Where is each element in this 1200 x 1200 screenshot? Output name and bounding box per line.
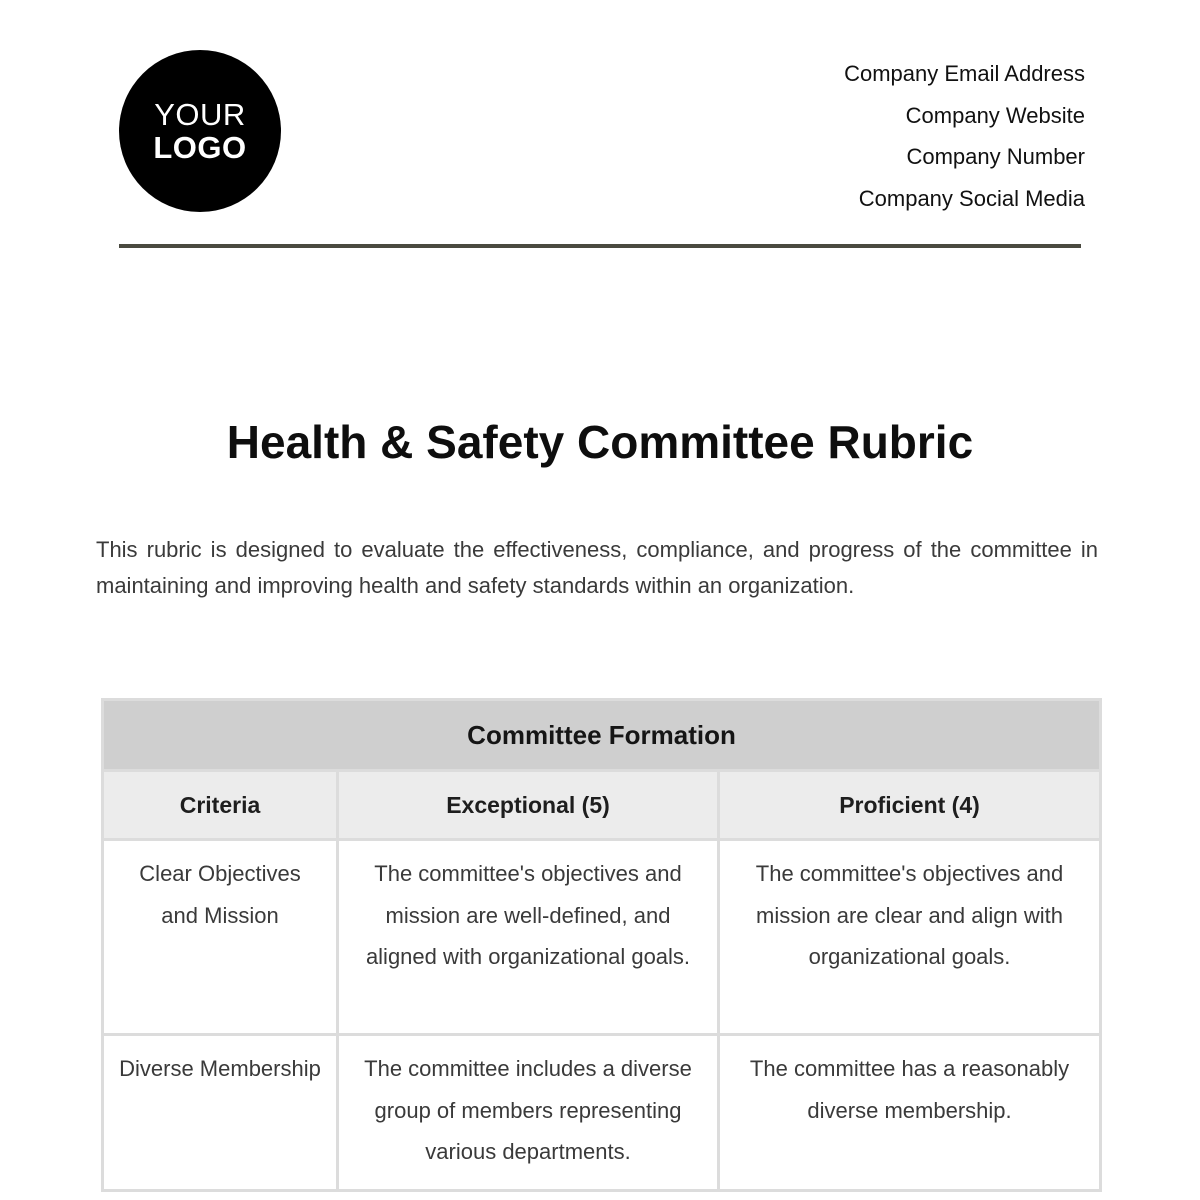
column-header-exceptional: Exceptional (5)	[338, 771, 719, 840]
company-contact-block	[844, 53, 1085, 219]
company-email: Company Email Address	[844, 61, 1085, 86]
header-divider	[119, 244, 1081, 248]
section-header: Committee Formation	[103, 700, 1101, 771]
logo-line-2: LOGO	[153, 130, 247, 165]
proficient-cell: The committee's objectives and mission are clear and align with organizational goals.	[719, 840, 1101, 1035]
company-logo	[119, 50, 281, 212]
intro-paragraph: This rubric is designed to evaluate the effectiveness, compliance, and progress of the committee in maintaining and improving health and safety standards within an organization.	[96, 537, 1098, 598]
document-title: Health & Safety Committee Rubric	[226, 416, 974, 468]
logo-line-1: YOUR	[154, 97, 246, 132]
criteria-cell: Clear Objectives and Mission	[103, 840, 338, 1035]
table-row	[103, 840, 1101, 1035]
exceptional-cell: The committee includes a diverse group of members representing various departments.	[338, 1035, 719, 1191]
table-row	[103, 1035, 1101, 1191]
company-social-media: Company Social Media	[858, 185, 1085, 211]
proficient-cell: The committee has a reasonably diverse membership.	[719, 1035, 1101, 1191]
company-website: Company Website	[905, 102, 1085, 128]
column-header-criteria: Criteria	[103, 771, 338, 840]
column-header-proficient: Proficient (4)	[719, 771, 1101, 840]
rubric-table	[101, 698, 1102, 1192]
exceptional-cell: The committee's objectives and mission are well-defined, and aligned with organizational goals.	[338, 840, 719, 1035]
company-number: Company Number	[906, 144, 1085, 169]
criteria-cell: Diverse Membership	[103, 1035, 338, 1191]
